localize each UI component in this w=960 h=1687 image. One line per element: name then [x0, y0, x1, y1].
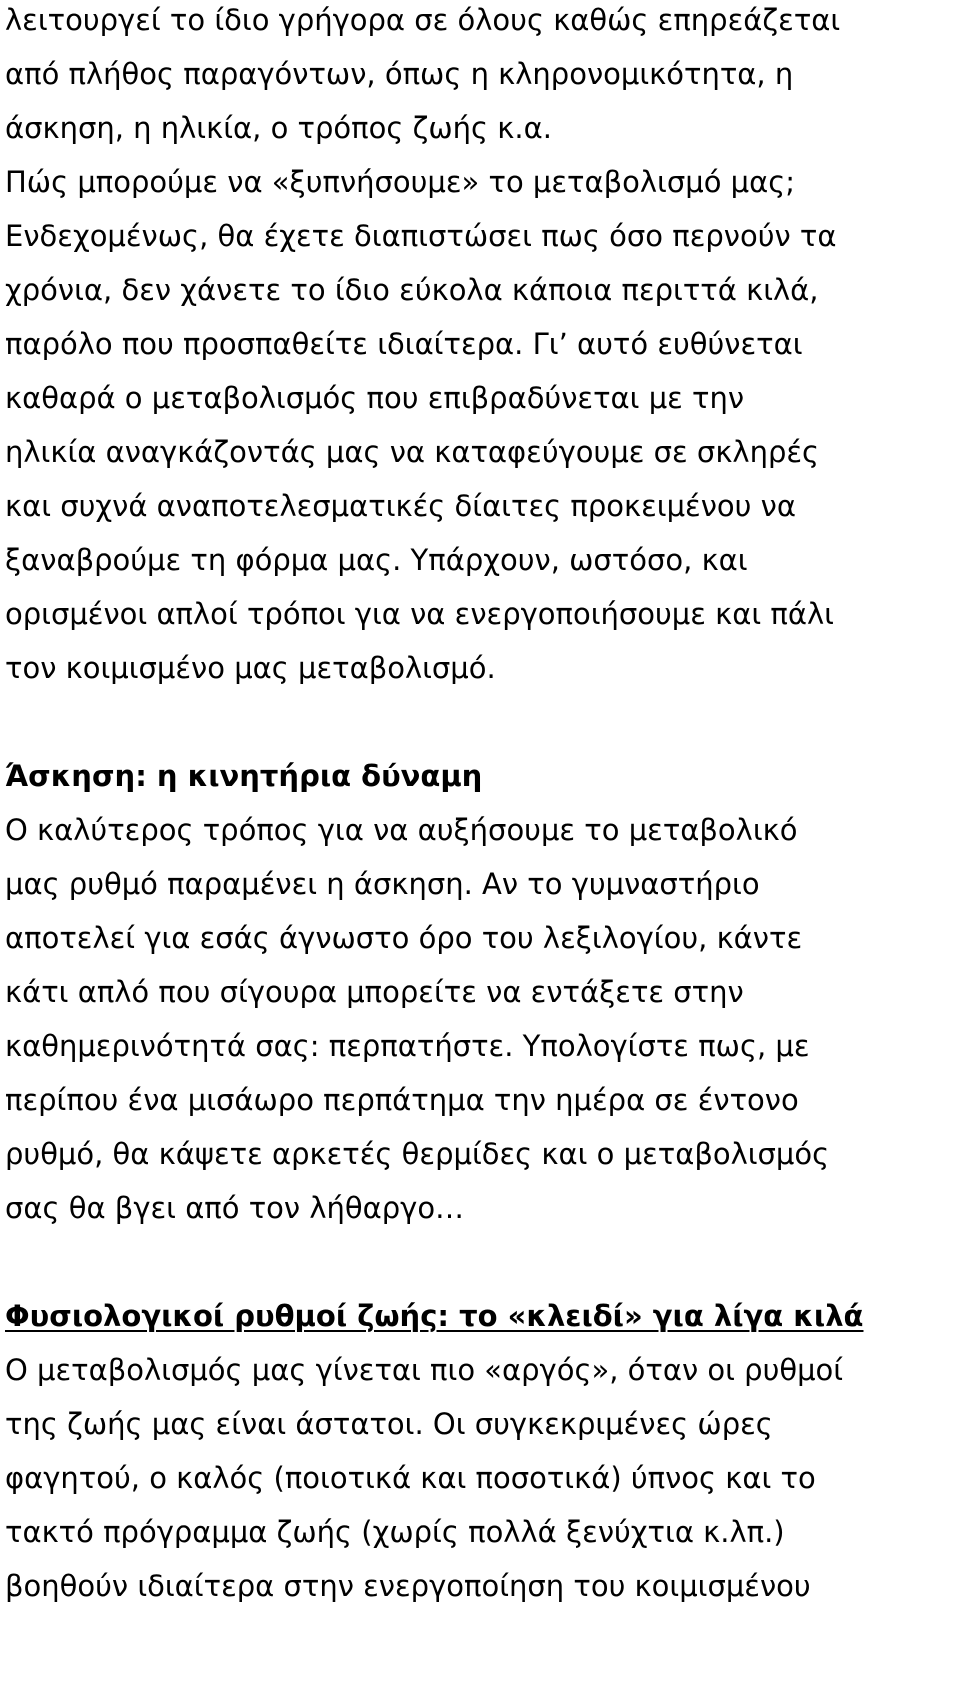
text-line: ορισμένοι απλοί τρόποι για να ενεργοποιήσουμε και πάλι — [5, 597, 834, 631]
text-line: περίπου ένα μισάωρο περπάτημα την ημέρα σε έντονο — [5, 1083, 799, 1117]
text-line: λειτουργεί το ίδιο γρήγορα σε όλους καθώς επηρεάζεται — [5, 3, 841, 37]
text-line: άσκηση, η ηλικία, ο τρόπος ζωής κ.α. — [5, 111, 552, 145]
text-line: της ζωής μας είναι άστατοι. Οι συγκεκριμένες ώρες — [5, 1407, 773, 1441]
text-line: παρόλο που προσπαθείτε ιδιαίτερα. Γι’ αυτό ευθύνεται — [5, 327, 803, 361]
text-line: αποτελεί για εσάς άγνωστο όρο του λεξιλογίου, κάντε — [5, 921, 803, 955]
text-line: τον κοιμισμένο μας μεταβολισμό. — [5, 651, 496, 685]
text-line: καθαρά ο μεταβολισμός που επιβραδύνεται με την — [5, 381, 745, 415]
text-line: καθημερινότητά σας: περπατήστε. Υπολογίστε πως, με — [5, 1029, 810, 1063]
text-line: ρυθμό, θα κάψετε αρκετές θερμίδες και ο μεταβολισμός — [5, 1137, 830, 1171]
text-line: Ο μεταβολισμός μας γίνεται πιο «αργός», όταν οι ρυθμοί — [5, 1353, 844, 1387]
text-line: τακτό πρόγραμμα ζωής (χωρίς πολλά ξενύχτια κ.λπ.) — [5, 1515, 785, 1549]
text-line: σας θα βγει από τον λήθαργο… — [5, 1191, 465, 1225]
text-line: φαγητού, ο καλός (ποιοτικά και ποσοτικά) ύπνος και το — [5, 1461, 816, 1495]
text-line: Ο καλύτερος τρόπος για να αυξήσουμε το μεταβολικό — [5, 813, 798, 847]
text-line: χρόνια, δεν χάνετε το ίδιο εύκολα κάποια περιττά κιλά, — [5, 273, 819, 307]
section-heading: Άσκηση: η κινητήρια δύναμη — [5, 759, 483, 793]
section-heading: Φυσιολογικοί ρυθμοί ζωής: το «κλειδί» για λίγα κιλά — [5, 1299, 864, 1333]
text-line: και συχνά αναποτελεσματικές δίαιτες προκειμένου να — [5, 489, 796, 523]
text-line: Πώς μπορούμε να «ξυπνήσουμε» το μεταβολισμό μας; — [5, 165, 796, 199]
text-line: μας ρυθμό παραμένει η άσκηση. Αν το γυμναστήριο — [5, 867, 760, 901]
text-line: βοηθούν ιδιαίτερα στην ενεργοποίηση του κοιμισμένου — [5, 1569, 811, 1603]
text-line: από πλήθος παραγόντων, όπως η κληρονομικότητα, η — [5, 57, 794, 91]
text-line: ξαναβρούμε τη φόρμα μας. Υπάρχουν, ωστόσο, και — [5, 543, 748, 577]
text-line: κάτι απλό που σίγουρα μπορείτε να εντάξετε στην — [5, 975, 744, 1009]
text-line: ηλικία αναγκάζοντάς μας να καταφεύγουμε σε σκληρές — [5, 435, 820, 469]
text-line: Ενδεχομένως, θα έχετε διαπιστώσει πως όσο περνούν τα — [5, 219, 837, 253]
